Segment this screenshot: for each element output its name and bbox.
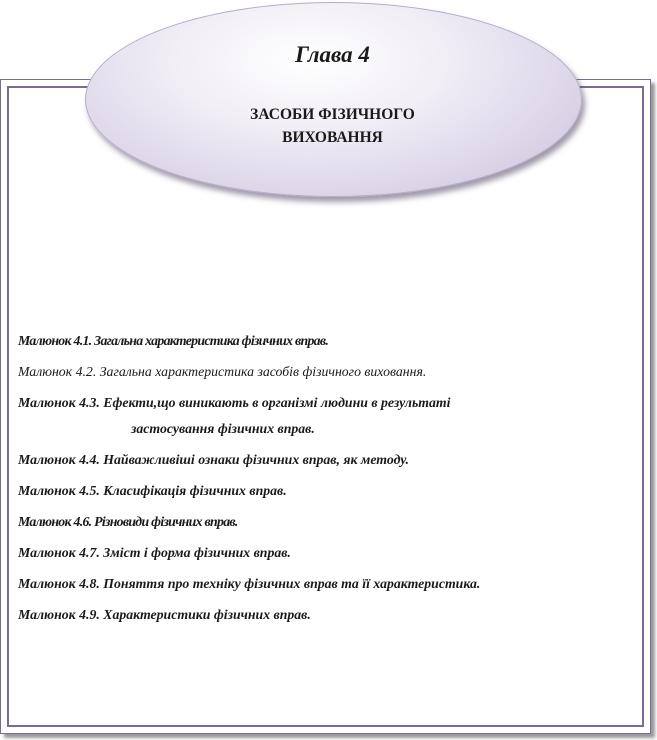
figure-caption: Малюнок 4.2. Загальна характеристика засобів фізичного виховання. <box>18 364 427 379</box>
chapter-title <box>0 103 657 149</box>
figure-caption: Малюнок 4.4. Найважливіші ознаки фізичних вправ, як методу. <box>18 452 409 467</box>
figure-caption: Малюнок 4.7. Зміст і форма фізичних вправ. <box>18 545 291 560</box>
figure-list <box>18 333 653 638</box>
figure-list-item-4-7 <box>18 545 653 561</box>
figure-list-item-4-6 <box>18 514 653 530</box>
figure-caption: Малюнок 4.3. Ефекти,що виникають в організмі людини в результаті <box>18 395 451 410</box>
figure-list-item-4-2 <box>18 364 653 380</box>
figure-caption: Малюнок 4.1. Загальна характеристика фізичних вправ. <box>18 333 329 348</box>
figure-list-item-4-4 <box>18 452 653 468</box>
chapter-header-ellipse <box>85 2 582 197</box>
figure-caption: Малюнок 4.6. Різновиди фізичних вправ. <box>18 514 238 529</box>
figure-list-item-4-8 <box>18 576 653 592</box>
figure-list-item-4-1 <box>18 333 653 349</box>
figure-caption-continuation: застосування фізичних вправ. <box>131 421 315 436</box>
figure-caption: Малюнок 4.5. Класифікація фізичних вправ. <box>18 483 287 498</box>
figure-list-item-4-9 <box>18 607 653 623</box>
figure-list-item-4-3 <box>18 395 653 437</box>
figure-list-item-4-5 <box>18 483 653 499</box>
figure-caption: Малюнок 4.9. Характеристики фізичних вправ. <box>18 607 311 622</box>
figure-caption: Малюнок 4.8. Поняття про техніку фізичних вправ та її характеристика. <box>18 576 481 591</box>
chapter-label: Глава 4 <box>295 42 370 67</box>
chapter-title-line-1: ЗАСОБИ ФІЗИЧНОГО <box>250 106 415 123</box>
chapter-title-line-2: ВИХОВАННЯ <box>282 129 383 146</box>
